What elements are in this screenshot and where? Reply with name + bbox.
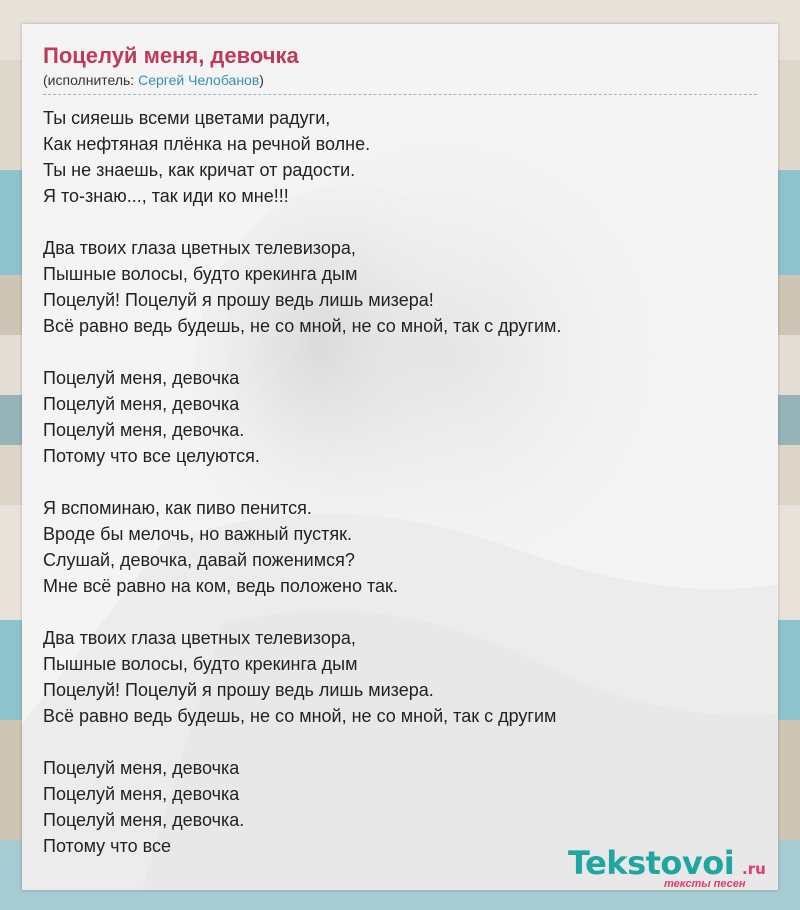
logo-tagline: тексты песен (664, 878, 746, 890)
artist-suffix: ) (259, 72, 264, 88)
lyrics-line: Ты не знаешь, как кричат от радости. (43, 160, 356, 180)
artist-line (43, 70, 757, 95)
lyrics-line: Всё равно ведь будешь, не со мной, не со мной, так с другим (43, 706, 557, 726)
lyrics-content (43, 42, 757, 885)
lyrics-card (22, 24, 778, 890)
lyrics-line: Два твоих глаза цветных телевизора, (43, 628, 356, 648)
lyrics-stanza (43, 365, 757, 469)
lyrics-line: Поцелуй меня, девочка. (43, 420, 245, 440)
lyrics-line: Поцелуй меня, девочка (43, 758, 240, 778)
artist-prefix: (исполнитель: (43, 72, 139, 88)
lyrics-stanza (43, 235, 757, 339)
lyrics-line: Поцелуй меня, девочка. (43, 810, 245, 830)
logo-wordmark: Tekstovoi (568, 844, 735, 882)
lyrics-line: Всё равно ведь будешь, не со мной, не со мной, так с другим. (43, 316, 562, 336)
lyrics-line: Поцелуй меня, девочка (43, 368, 240, 388)
lyrics-line: Два твоих глаза цветных телевизора, (43, 238, 356, 258)
lyrics-line: Я вспоминаю, как пиво пенится. (43, 498, 312, 518)
lyrics-line: Слушай, девочка, давай поженимся? (43, 550, 355, 570)
lyrics-line: Ты сияешь всеми цветами радуги, (43, 108, 331, 128)
lyrics-line: Поцелуй! Поцелуй я прошу ведь лишь мизера. (43, 680, 434, 700)
lyrics-line: Вроде бы мелочь, но важный пустяк. (43, 524, 352, 544)
lyrics-line: Потому что все целуются. (43, 446, 260, 466)
lyrics-line: Пышные волосы, будто крекинга дым (43, 264, 358, 284)
lyrics-stanza (43, 625, 757, 729)
lyrics-line: Пышные волосы, будто крекинга дым (43, 654, 358, 674)
lyrics-line: Я то-знаю..., так иди ко мне!!! (43, 186, 289, 206)
lyrics-stanza (43, 105, 757, 209)
song-title: Поцелуй меня, девочка (43, 43, 299, 68)
logo-tld: .ru (742, 860, 766, 878)
lyrics-line: Поцелуй! Поцелуй я прошу ведь лишь мизера! (43, 290, 434, 310)
lyrics-line: Как нефтяная плёнка на речной волне. (43, 134, 371, 154)
lyrics-line: Поцелуй меня, девочка (43, 394, 240, 414)
lyrics-text (43, 105, 757, 859)
lyrics-line: Потому что все (43, 836, 171, 856)
lyrics-line: Поцелуй меня, девочка (43, 784, 240, 804)
lyrics-line: Мне всё равно на ком, ведь положено так. (43, 576, 398, 596)
artist-link[interactable]: Сергей Челобанов (138, 72, 260, 88)
site-logo[interactable] (568, 844, 778, 888)
lyrics-stanza (43, 495, 757, 599)
